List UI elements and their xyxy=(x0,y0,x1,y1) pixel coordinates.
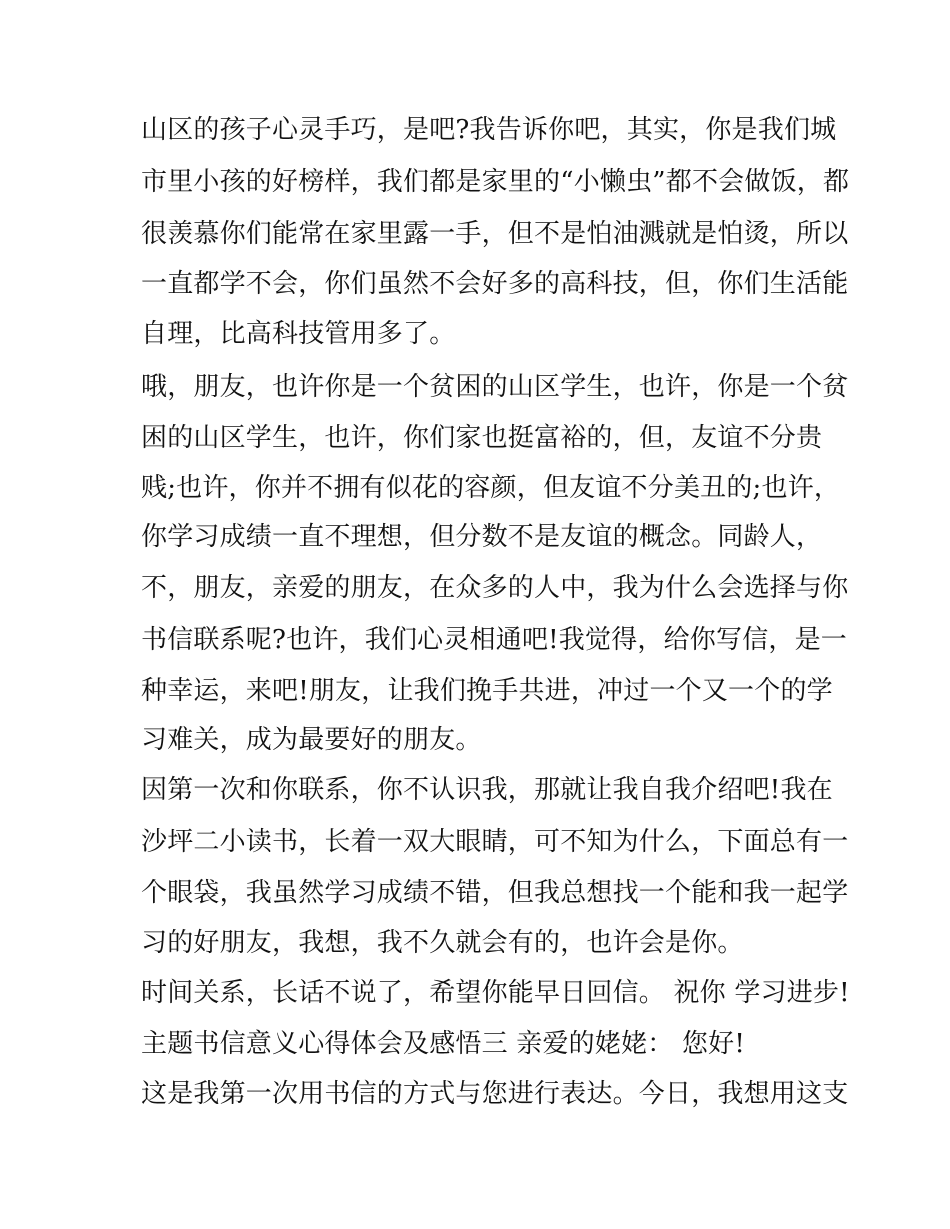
text-line: 因第一次和你联系，你不认识我，那就让我自我介绍吧!我在 xyxy=(141,775,833,805)
text-line: 市里小孩的好榜样，我们都是家里的“小懒虫”都不会做饭，都 xyxy=(141,167,850,197)
text-line: 习的好朋友，我想，我不久就会有的，也许会是你。 xyxy=(141,928,744,958)
text-line: 你学习成绩一直不理想，但分数不是友谊的概念。同龄人， xyxy=(141,522,823,552)
text-line: 习难关，成为最要好的朋友。 xyxy=(141,725,482,755)
text-line: 山区的孩子心灵手巧，是吧?我告诉你吧，其实，你是我们城 xyxy=(141,115,837,145)
text-line: 时间关系，长话不说了，希望你能早日回信。 祝你 学习进步! xyxy=(141,978,850,1008)
text-line: 书信联系呢?也许，我们心灵相通吧!我觉得，给你写信，是一 xyxy=(141,625,847,655)
text-line: 个眼袋，我虽然学习成绩不错，但我总想找一个能和我一起学 xyxy=(141,878,849,908)
text-line: 贱;也许，你并不拥有似花的容颜，但友谊不分美丑的;也许， xyxy=(141,473,841,503)
text-line: 沙坪二小读书，长着一双大眼睛，可不知为什么，下面总有一 xyxy=(141,827,849,857)
text-line: 自理，比高科技管用多了。 xyxy=(141,319,456,349)
text-line: 这是我第一次用书信的方式与您进行表达。今日，我想用这支 xyxy=(141,1079,849,1109)
text-line: 不，朋友，亲爱的朋友，在众多的人中，我为什么会选择与你 xyxy=(141,573,849,603)
text-line: 一直都学不会，你们虽然不会好多的高科技，但，你们生活能 xyxy=(141,269,849,299)
text-line: 哦，朋友，也许你是一个贫困的山区学生，也许，你是一个贫 xyxy=(141,372,849,402)
text-line: 困的山区学生，也许，你们家也挺富裕的，但，友谊不分贵 xyxy=(141,423,823,453)
text-line: 很羡慕你们能常在家里露一手，但不是怕油溅就是怕烫，所以 xyxy=(141,219,849,249)
text-line: 种幸运，来吧!朋友，让我们挽手共进，冲过一个又一个的学 xyxy=(141,676,833,706)
text-line: 主题书信意义心得体会及感悟三 亲爱的姥姥： 您好! xyxy=(141,1029,745,1059)
